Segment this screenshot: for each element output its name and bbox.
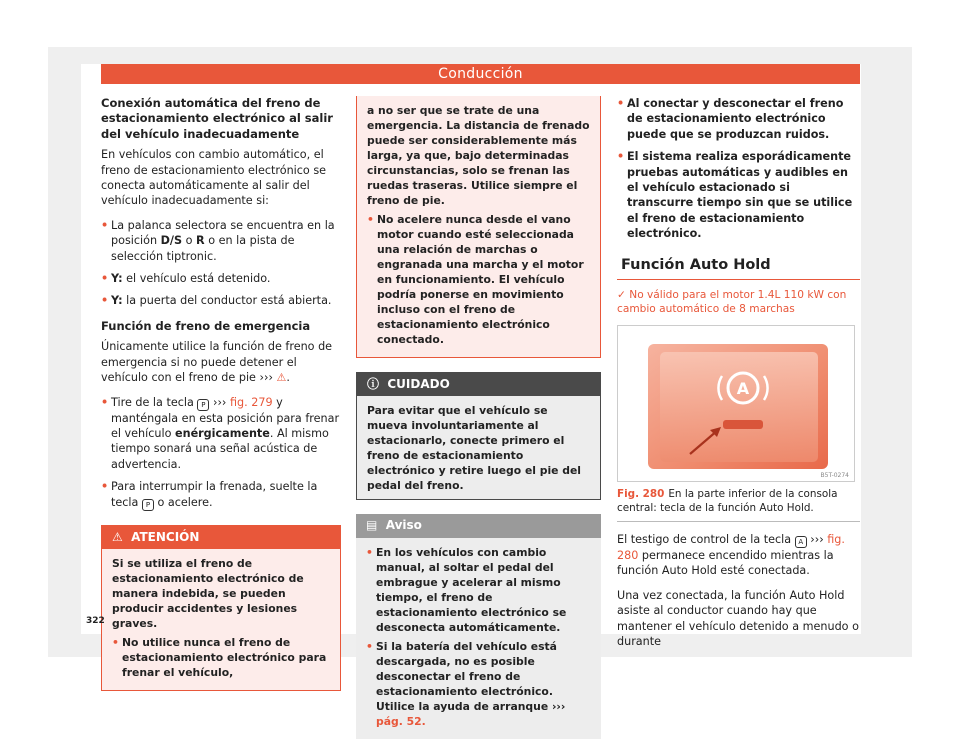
gear-r: R (196, 234, 205, 248)
column-1 (101, 96, 341, 691)
checkmark-icon: ✓ (617, 289, 626, 302)
warning-triangle-icon: ⚠ (276, 371, 287, 385)
note-icon: ▤ (366, 518, 378, 533)
list-item (101, 271, 341, 286)
gear-ds: D/S (160, 234, 183, 248)
intro-paragraph: En vehículos con cambio automático, el freno de estacionamiento electrónico se conecta automáticamente al salir del vehículo inadecuadamente si: (101, 148, 327, 208)
text: El testigo de control de la tecla (617, 533, 795, 547)
notice-header (356, 514, 601, 537)
auto-hold-key-icon: A (795, 536, 807, 548)
applicability-note (617, 288, 860, 316)
warning-header (102, 526, 340, 549)
warning-box (101, 525, 341, 691)
emergency-paragraph: Únicamente utilice la función de freno de emergencia si no puede detener el vehículo con el freno de pie ››› ⚠. (101, 340, 333, 385)
list-item: • Al conectar y desconectar el freno de estacionamiento electrónico puede que se produzcan ruidos. (617, 96, 860, 142)
warning-title: ATENCIÓN (131, 529, 200, 544)
console-illustration (618, 326, 854, 481)
auto-hold-paragraph-1 (617, 532, 860, 579)
text: Tire de la tecla (111, 395, 198, 409)
column-2 (356, 96, 601, 739)
caution-body: Para evitar que el vehículo se mueva involuntariamente al estacionarlo, conecte primero el freno de estacionamiento electrónico y retire luego el pie del pedal del freno. (357, 396, 600, 499)
warning-triangle-icon: ⚠ (112, 529, 123, 544)
auto-hold-paragraph-2: Una vez conectada, la función Auto Hold asiste al conductor cuando hay que mantener el vehículo detenido a menudo o durante (617, 588, 859, 649)
emphasis: enérgicamente (175, 426, 270, 440)
label: Y: (111, 272, 123, 286)
heading-emergency-brake: Función de freno de emergencia (101, 318, 311, 333)
caption-text: En la parte inferior de la consola central: tecla de la función Auto Hold. (617, 488, 838, 514)
notice-title: Aviso (385, 518, 422, 533)
text: Si la batería del vehículo está descargada, no es posible desconectar el freno de estacionamiento electrónico. Utilice la ayuda de arranque (376, 639, 557, 713)
heading-auto-connect: Conexión automática del freno de estacionamiento electrónico al salir del vehículo inadecuadamente (101, 96, 333, 141)
text: Únicamente utilice la función de freno de emergencia si no puede detener el vehículo con el freno de pie (101, 340, 333, 385)
figure-link[interactable]: fig. 280 (617, 533, 845, 563)
text: permanece encendido mientras la función Auto Hold esté conectada. (617, 549, 834, 578)
auto-hold-symbol: A (736, 379, 750, 399)
text: o en la pista de selección tiptronic. (111, 234, 295, 263)
cross-reference: ››› (212, 395, 227, 409)
figure-280 (617, 325, 860, 522)
list-item (101, 395, 341, 473)
caution-box (356, 372, 601, 500)
text: No válido para el motor 1.4L 110 kW con cambio automático de 8 marchas (617, 289, 847, 316)
page-number: 322 (86, 616, 105, 626)
text: y manténgala en esta posición para frenar el vehículo (111, 395, 340, 440)
text: Para interrumpir la frenada, suelte la tecla (111, 480, 318, 509)
chapter-header: Conducción (101, 64, 860, 84)
warning-body (102, 549, 340, 690)
cross-reference: ››› (551, 699, 566, 713)
warning-body (357, 96, 600, 357)
cross-reference[interactable]: ››› (259, 371, 273, 385)
caution-header (357, 373, 600, 396)
list-item: • El sistema realiza esporádicamente pruebas automáticas y audibles en el vehículo estacionado si transcurre tiempo sin que se utilice el freno de estacionamiento electrónico. (617, 149, 860, 241)
caution-title: CUIDADO (387, 377, 450, 391)
figure-caption (617, 482, 860, 521)
notice-body (356, 538, 601, 739)
list-item: • En los vehículos con cambio manual, al soltar el pedal del embrague y acelerar al mismo tiempo, el freno de estacionamiento electrónico se desconecta automáticamente. (366, 545, 591, 635)
parking-brake-key-icon: P (142, 499, 154, 511)
list-item (101, 479, 341, 510)
notice-box (356, 514, 601, 738)
text: o (182, 234, 197, 248)
section-title-auto-hold: Función Auto Hold (617, 258, 860, 280)
list-item: • No acelere nunca desde el vano motor cuando esté seleccionada una relación de marchas o engranada una marcha y el motor en funcionamiento. El vehículo podría ponerse en movimiento incluso con el freno de estacionamiento electrónico conectado. (367, 212, 590, 347)
warning-box-continued (356, 96, 601, 358)
warning-text: a no ser que se trate de una emergencia. La distancia de frenado puede ser considerablemente más larga, ya que, bajo determinadas circunstancias, solo se frenan las ruedas traseras. Utilice siempre el freno de pie. (367, 104, 590, 207)
text: . Al mismo tiempo sonará una señal acústica de advertencia. (111, 426, 329, 471)
info-circle-icon: ⓘ (367, 377, 380, 391)
list-item (101, 218, 341, 264)
figure-link[interactable]: fig. 279 (229, 395, 273, 409)
list-item (366, 639, 591, 729)
text: o acelere. (153, 495, 213, 509)
label: Y: (111, 294, 123, 308)
warning-text: Si se utiliza el freno de estacionamiento electrónico de manera indebida, se pueden producir accidentes y lesiones graves. (112, 556, 304, 630)
parking-brake-key-icon: P (197, 399, 209, 411)
page-link[interactable]: pág. 52. (376, 714, 426, 728)
text: el vehículo está detenido. (122, 272, 271, 286)
column-3 (617, 96, 860, 659)
cross-reference: ››› (810, 533, 824, 547)
figure-label: Fig. 280 (617, 488, 665, 501)
list-item: • No utilice nunca el freno de estacionamiento electrónico para frenar el vehículo, (112, 635, 330, 680)
text: la puerta del conductor está abierta. (122, 294, 332, 308)
figure-code: B5T-0274 (820, 472, 849, 480)
figure-image (617, 325, 855, 482)
text: La palanca selectora se encuentra en la posición (111, 218, 335, 248)
list-item (101, 293, 341, 308)
